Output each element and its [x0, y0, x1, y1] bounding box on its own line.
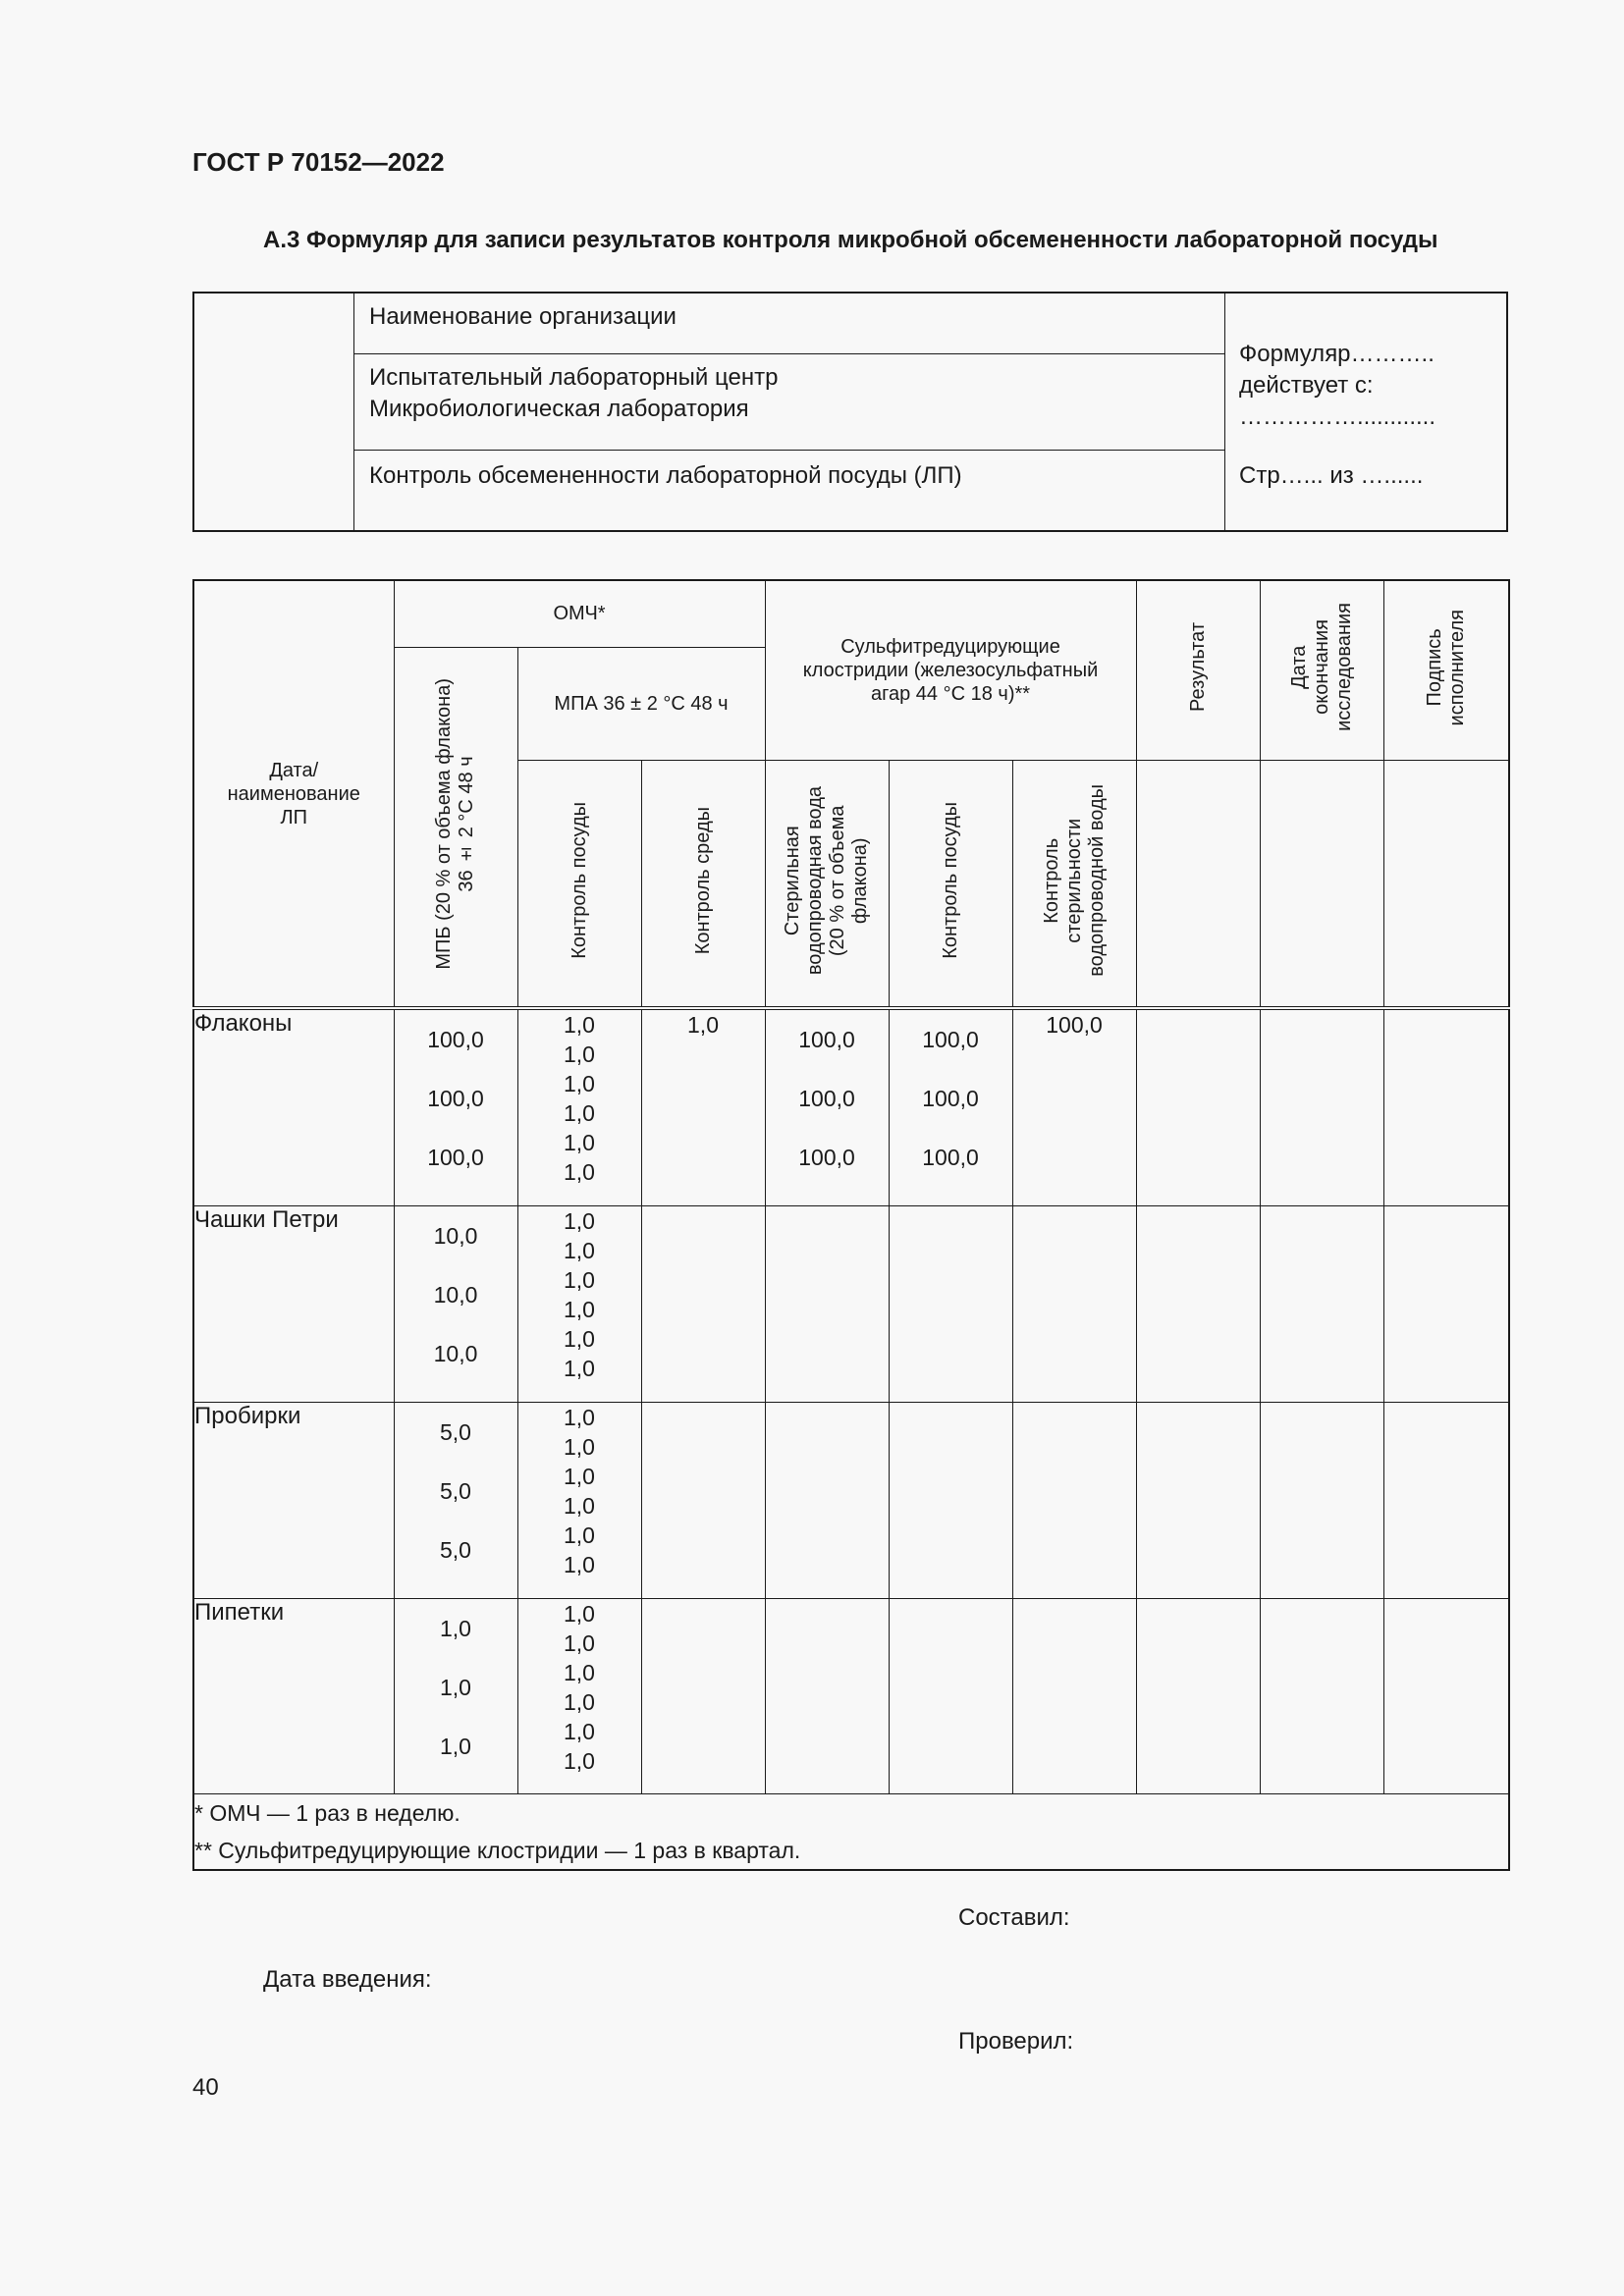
signature-cell	[1383, 1205, 1509, 1402]
table-row	[193, 1598, 1509, 1793]
end-date-cell	[1260, 1402, 1383, 1598]
sterile-water-values: 100,0 100,0 100,0	[765, 1008, 889, 1205]
divider	[353, 450, 1224, 451]
end-date-cell	[1260, 760, 1383, 1008]
control-sterility-header: Контроль стерильности водопроводной воды	[1012, 760, 1136, 1008]
page-of: Стр…... из …......	[1239, 462, 1424, 489]
document-code: ГОСТ Р 70152—2022	[192, 147, 445, 177]
end-date-header: Дата окончания исследования	[1260, 580, 1383, 760]
divider	[1224, 294, 1225, 530]
control-sterility-values: 100,0	[1012, 1008, 1136, 1205]
signature-cell	[1383, 1008, 1509, 1205]
footnote-row	[193, 1793, 1509, 1870]
row-name: Пробирки	[193, 1402, 394, 1598]
table-row	[193, 1205, 1509, 1402]
footnotes	[193, 1793, 1509, 1870]
result-cell	[1136, 1008, 1260, 1205]
mpb-values: 1,0 1,0 1,0	[394, 1598, 517, 1793]
mpb-values: 10,0 10,0 10,0	[394, 1205, 517, 1402]
control-medium-values: 1,0	[641, 1008, 765, 1205]
signature-cell	[1383, 1402, 1509, 1598]
control-dishes-values: 1,0 1,0 1,0 1,0 1,0 1,0	[517, 1402, 641, 1598]
checked-by: Проверил:	[958, 2028, 1074, 2055]
result-cell	[1136, 1205, 1260, 1402]
header-box	[192, 292, 1508, 532]
control-dishes-values: 1,0 1,0 1,0 1,0 1,0 1,0	[517, 1008, 641, 1205]
page-number: 40	[192, 2074, 219, 2101]
omch-header: ОМЧ*	[394, 580, 765, 647]
end-date-cell	[1260, 1205, 1383, 1402]
form-valid-date: ……………............	[1239, 403, 1436, 430]
control-dishes-2-values: 100,0 100,0 100,0	[889, 1008, 1012, 1205]
footnote-sulfite: ** Сульфитредуцирующие клостридии — 1 раз в квартал.	[194, 1837, 801, 1863]
section-title: А.3 Формуляр для записи результатов контроля микробной обсемененности лабораторной посуды	[263, 227, 1438, 253]
end-date-cell	[1260, 1598, 1383, 1793]
form-number: Формуляр………..	[1239, 341, 1435, 367]
mpa-header: МПА 36 ± 2 °С 48 ч	[517, 647, 765, 760]
control-dishes-header: Контроль посуды	[517, 760, 641, 1008]
result-cell	[1136, 1402, 1260, 1598]
table-row	[193, 1008, 1509, 1205]
mpb-values: 100,0 100,0 100,0	[394, 1008, 517, 1205]
lab-name: Микробиологическая лаборатория	[369, 396, 749, 422]
end-date-cell	[1260, 1008, 1383, 1205]
footnote-omch: * ОМЧ — 1 раз в неделю.	[194, 1799, 460, 1826]
row-name: Чашки Петри	[193, 1205, 394, 1402]
results-table	[192, 579, 1510, 1871]
signature-cell	[1383, 1598, 1509, 1793]
form-valid-from: действует с:	[1239, 372, 1374, 399]
mpb-values: 5,0 5,0 5,0	[394, 1402, 517, 1598]
control-dishes-values: 1,0 1,0 1,0 1,0 1,0 1,0	[517, 1598, 641, 1793]
divider	[353, 353, 1224, 354]
control-title: Контроль обсемененности лабораторной посуды (ЛП)	[369, 462, 962, 489]
row-name: Флаконы	[193, 1008, 394, 1205]
control-dishes-2-header: Контроль посуды	[889, 760, 1012, 1008]
control-dishes-values: 1,0 1,0 1,0 1,0 1,0 1,0	[517, 1205, 641, 1402]
sterile-water-header: Стерильная водопроводная вода (20 % от объема флакона)	[765, 760, 889, 1008]
signature-header: Подпись исполнителя	[1383, 580, 1509, 760]
row-name: Пипетки	[193, 1598, 394, 1793]
header-row	[193, 580, 1509, 647]
divider	[353, 294, 354, 530]
org-name: Наименование организации	[369, 303, 677, 330]
result-cell	[1136, 760, 1260, 1008]
signature-cell	[1383, 760, 1509, 1008]
result-cell	[1136, 1598, 1260, 1793]
date-name-header: Дата/ наименование ЛП	[193, 580, 394, 1008]
lab-center: Испытательный лабораторный центр	[369, 364, 779, 391]
compiled-by: Составил:	[958, 1904, 1070, 1931]
sulfite-header: Сульфитредуцирующие клостридии (железосульфатный агар 44 °С 18 ч)**	[765, 580, 1136, 760]
mpb-header: МПБ (20 % от объема флакона) 36 ± 2 °С 48 ч	[394, 647, 517, 1008]
result-header: Результат	[1136, 580, 1260, 760]
date-introduced: Дата введения:	[263, 1966, 432, 1993]
table-row	[193, 1402, 1509, 1598]
control-medium-header: Контроль среды	[641, 760, 765, 1008]
